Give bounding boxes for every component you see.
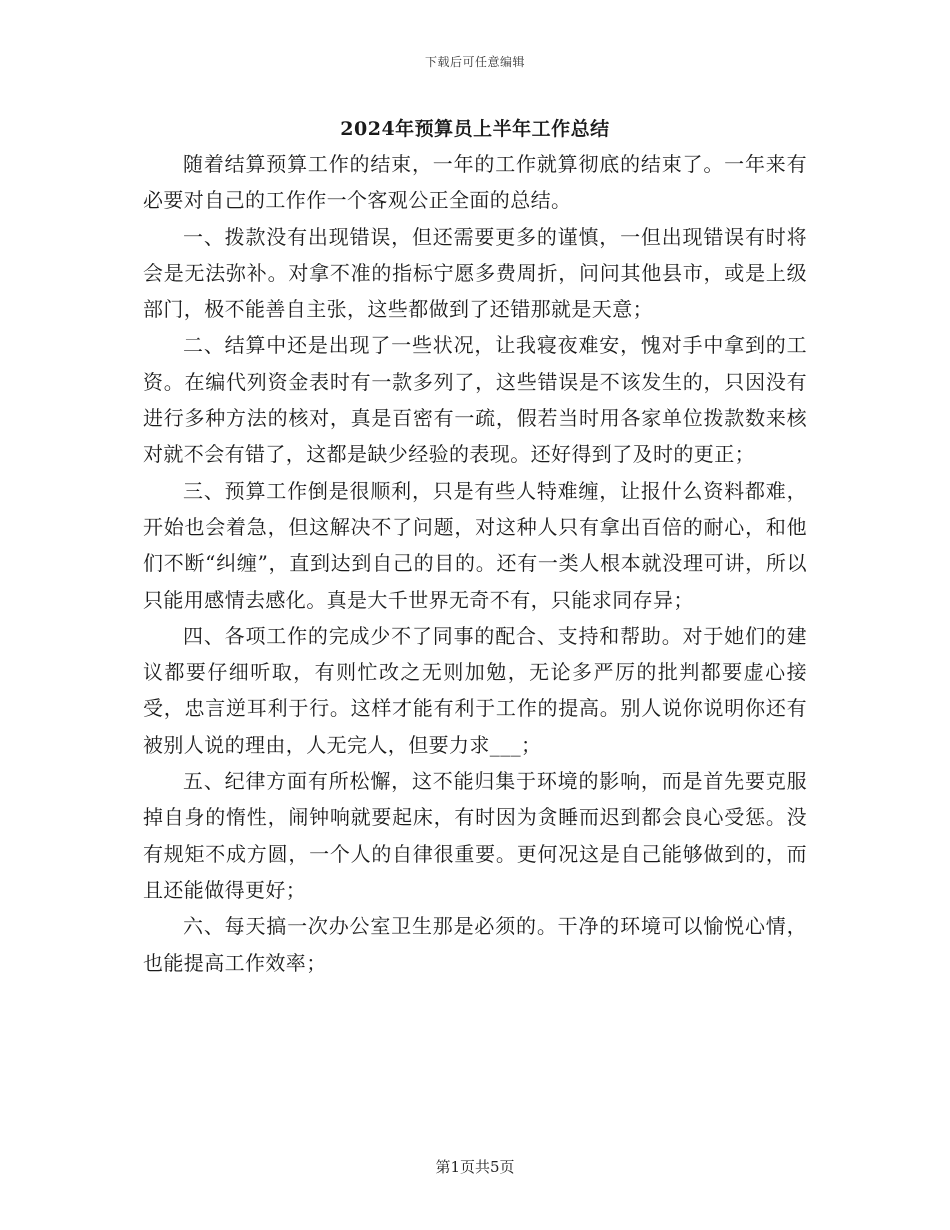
- paragraph-5: 五、纪律方面有所松懈，这不能归集于环境的影响，而是首先要克服掉自身的惰性，闹钟响就要起床，有时因为贪睡而迟到都会良心受惩。没有规矩不成方圆，一个人的自律很重要。更何况这是自己能够做到的，而且还能做得更好；: [143, 769, 807, 902]
- paragraph-4: 四、各项工作的完成少不了同事的配合、支持和帮助。对于她们的建议都要仔细听取，有则忙改之无则加勉，无论多严厉的批判都要虚心接受，忠言逆耳利于行。这样才能有利于工作的提高。别人说你说明你还有被别人说的理由，人无完人，但要力求___；: [143, 623, 807, 757]
- document-body: [143, 146, 807, 981]
- paragraph-intro: 随着结算预算工作的结束，一年的工作就算彻底的结束了。一年来有必要对自己的工作作一个客观公正全面的总结。: [143, 152, 807, 213]
- document-title: 2024年预算员上半年工作总结: [340, 118, 610, 140]
- paragraph-2: 二、结算中还是出现了一些状况，让我寝夜难安，愧对手中拿到的工资。在编代列资金表时有一款多列了，这些错误是不该发生的，只因没有进行多种方法的核对，真是百密有一疏，假若当时用各家单位拨款数来核对就不会有错了，这都是缺少经验的表现。还好得到了及时的更正；: [143, 333, 807, 467]
- page-number: 第1页共5页: [435, 1158, 515, 1176]
- paragraph-6: 六、每天搞一次办公室卫生那是必须的。干净的环境可以愉悦心情，也能提高工作效率；: [143, 914, 807, 975]
- header-note: 下载后可任意编辑: [424, 55, 525, 69]
- paragraph-3: 三、预算工作倒是很顺利，只是有些人特难缠，让报什么资料都难，开始也会着急，但这解决不了问题，对这种人只有拿出百倍的耐心，和他们不断“纠缠”，直到达到自己的目的。还有一类人根本就没理可讲，所以只能用感情去感化。真是大千世界无奇不有，只能求同存异；: [143, 478, 807, 612]
- paragraph-1: 一、拨款没有出现错误，但还需要更多的谨慎，一但出现错误有时将会是无法弥补。对拿不准的指标宁愿多费周折，问问其他县市，或是上级部门，极不能善自主张，这些都做到了还错那就是天意；: [143, 224, 807, 322]
